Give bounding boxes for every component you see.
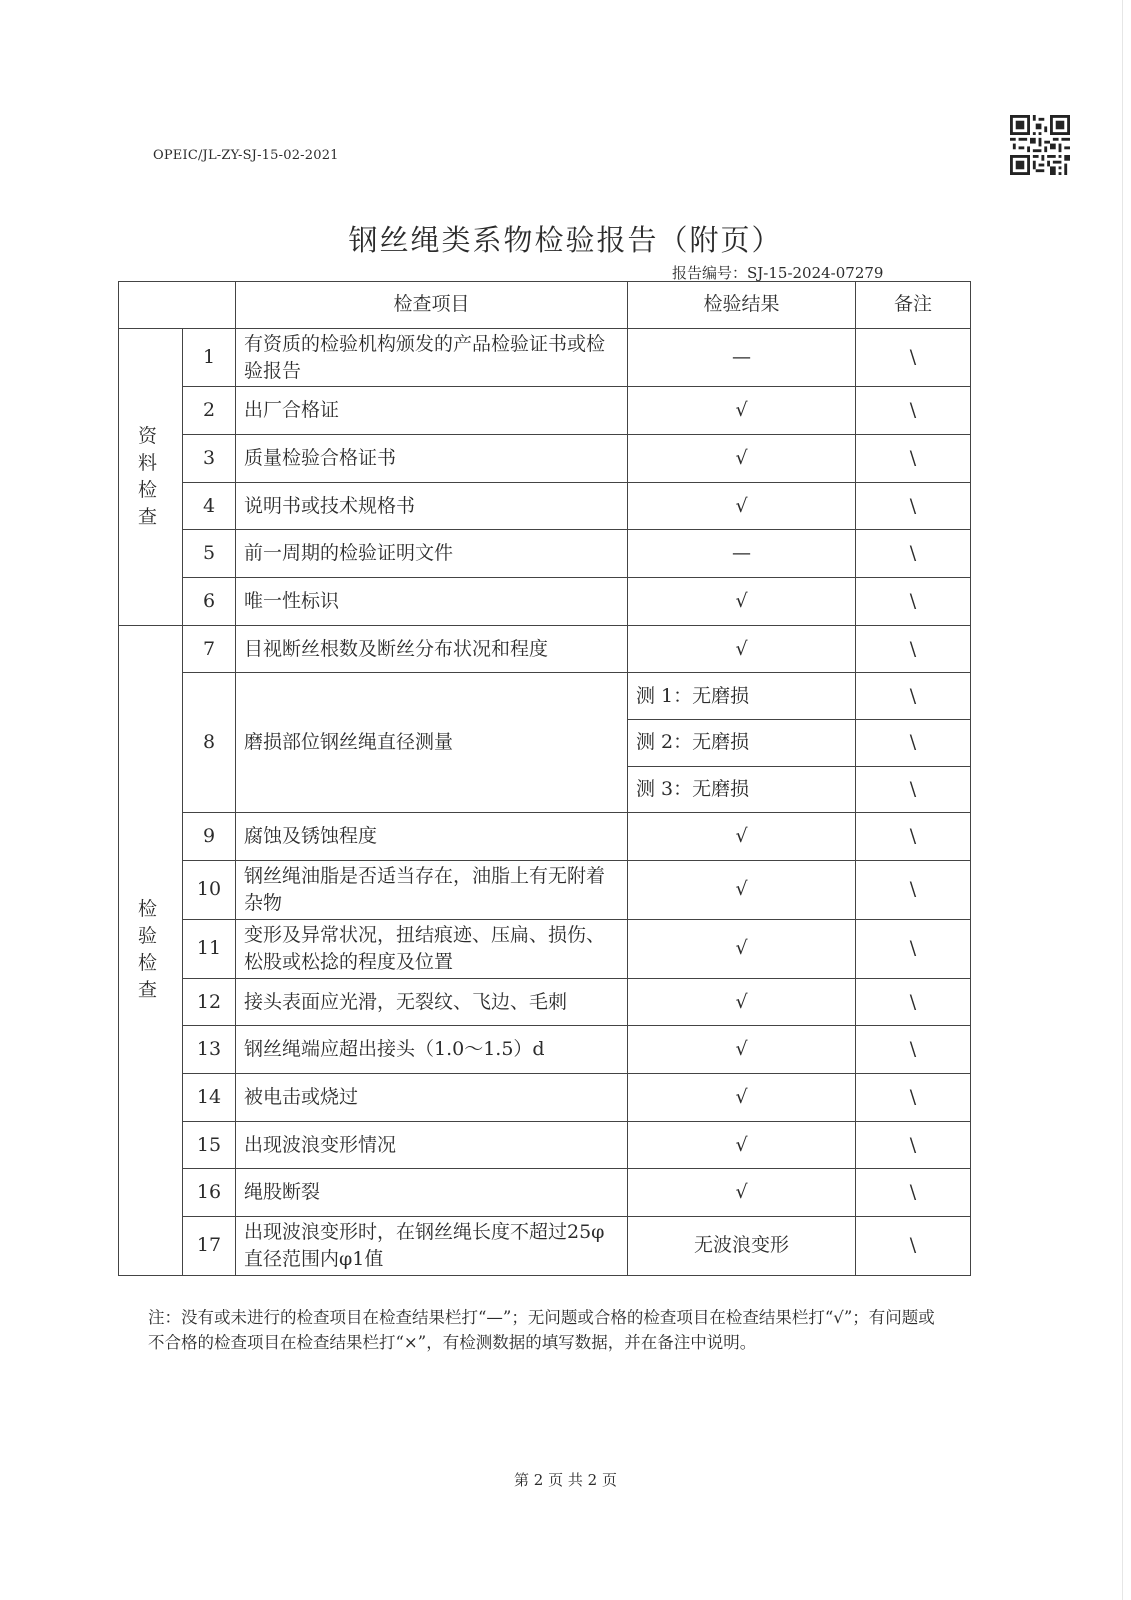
row-result: √ [628, 861, 856, 920]
table-row [119, 919, 971, 978]
table-row [119, 1216, 971, 1275]
row-remark: \ [856, 1121, 971, 1169]
row-remark: \ [856, 328, 971, 387]
row-number: 14 [183, 1074, 236, 1122]
row-result: √ [628, 1074, 856, 1122]
table-row [119, 813, 971, 861]
row-remark: \ [856, 813, 971, 861]
table-row [119, 530, 971, 578]
row-item: 被电击或烧过 [236, 1074, 628, 1122]
page-number: 第 2 页 共 2 页 [514, 1471, 617, 1489]
row-item: 质量检验合格证书 [236, 435, 628, 483]
row-remark: \ [856, 720, 971, 767]
col-header-remark: 备注 [856, 282, 971, 329]
table-row [119, 1026, 971, 1074]
row-number: 7 [183, 625, 236, 673]
table-row [119, 861, 971, 920]
row-number: 12 [183, 978, 236, 1026]
table-row [119, 1121, 971, 1169]
row-number: 15 [183, 1121, 236, 1169]
row-item: 有资质的检验机构颁发的产品检验证书或检验报告 [236, 328, 628, 387]
row-item: 钢丝绳油脂是否适当存在，油脂上有无附着杂物 [236, 861, 628, 920]
table-row [119, 673, 971, 720]
form-code: OPEIC/JL-ZY-SJ-15-02-2021 [153, 148, 339, 163]
section-label: 检验 检查 [119, 625, 183, 1275]
row-number: 8 [183, 673, 236, 813]
table-row [119, 625, 971, 673]
row-number: 3 [183, 435, 236, 483]
table-row [119, 328, 971, 387]
row-number: 4 [183, 482, 236, 530]
row-remark: \ [856, 1169, 971, 1217]
row-number: 10 [183, 861, 236, 920]
row-remark: \ [856, 387, 971, 435]
row-remark: \ [856, 435, 971, 483]
row-remark: \ [856, 1026, 971, 1074]
row-number: 6 [183, 578, 236, 626]
row-item: 唯一性标识 [236, 578, 628, 626]
table-row [119, 435, 971, 483]
row-remark: \ [856, 861, 971, 920]
row-item: 说明书或技术规格书 [236, 482, 628, 530]
row-number: 5 [183, 530, 236, 578]
row-remark: \ [856, 766, 971, 813]
row-item: 绳股断裂 [236, 1169, 628, 1217]
section-label: 资料 检查 [119, 328, 183, 625]
report-title: 钢丝绳类系物检验报告（附页） [348, 223, 783, 257]
table-row [119, 1169, 971, 1217]
row-number: 9 [183, 813, 236, 861]
row-result: √ [628, 435, 856, 483]
row-result: √ [628, 482, 856, 530]
row-result: — [628, 328, 856, 387]
row-item: 前一周期的检验证明文件 [236, 530, 628, 578]
row-result: √ [628, 578, 856, 626]
row-remark: \ [856, 578, 971, 626]
table-row [119, 578, 971, 626]
row-number: 16 [183, 1169, 236, 1217]
table-row [119, 482, 971, 530]
row-result: √ [628, 387, 856, 435]
row-result: √ [628, 919, 856, 978]
row-number: 2 [183, 387, 236, 435]
row-remark: \ [856, 530, 971, 578]
row-number: 11 [183, 919, 236, 978]
row-result: √ [628, 625, 856, 673]
row-remark: \ [856, 1216, 971, 1275]
notes: 注：没有或未进行的检查项目在检查结果栏打“—”；无问题或合格的检查项目在检查结果栏打“√”；有问题或不合格的检查项目在检查结果栏打“×”，有检测数据的填写数据，并在备注中说明。 [148, 1308, 935, 1352]
row-remark: \ [856, 1074, 971, 1122]
row-item: 变形及异常状况，扭结痕迹、压扁、损伤、松股或松捻的程度及位置 [236, 919, 628, 978]
row-number: 17 [183, 1216, 236, 1275]
row-item: 目视断丝根数及断丝分布状况和程度 [236, 625, 628, 673]
row-remark: \ [856, 919, 971, 978]
header-corner-cell [119, 282, 236, 329]
row-result: 测 3：无磨损 [628, 766, 856, 813]
row-number: 13 [183, 1026, 236, 1074]
row-item: 出厂合格证 [236, 387, 628, 435]
qr-code-icon [1010, 115, 1070, 175]
row-result: √ [628, 978, 856, 1026]
row-item: 腐蚀及锈蚀程度 [236, 813, 628, 861]
row-remark: \ [856, 482, 971, 530]
row-number: 1 [183, 328, 236, 387]
row-item: 磨损部位钢丝绳直径测量 [236, 673, 628, 813]
row-item: 钢丝绳端应超出接头（1.0～1.5）d [236, 1026, 628, 1074]
row-item: 出现波浪变形情况 [236, 1121, 628, 1169]
row-item: 接头表面应光滑，无裂纹、飞边、毛刺 [236, 978, 628, 1026]
col-header-result: 检验结果 [628, 282, 856, 329]
row-result: √ [628, 1121, 856, 1169]
row-result: √ [628, 1169, 856, 1217]
table-row [119, 1074, 971, 1122]
row-result: 测 2：无磨损 [628, 720, 856, 767]
row-result: — [628, 530, 856, 578]
row-result: √ [628, 1026, 856, 1074]
table-row [119, 978, 971, 1026]
table-header-row [119, 282, 971, 329]
row-item: 出现波浪变形时，在钢丝绳长度不超过25φ直径范围内φ1值 [236, 1216, 628, 1275]
inspection-table [118, 281, 971, 1276]
row-remark: \ [856, 978, 971, 1026]
table-row [119, 387, 971, 435]
row-result: √ [628, 813, 856, 861]
row-remark: \ [856, 673, 971, 720]
row-remark: \ [856, 625, 971, 673]
row-result: 无波浪变形 [628, 1216, 856, 1275]
report-number: 报告编号：SJ-15-2024-07279 [672, 264, 884, 282]
row-result: 测 1：无磨损 [628, 673, 856, 720]
col-header-item: 检查项目 [236, 282, 628, 329]
